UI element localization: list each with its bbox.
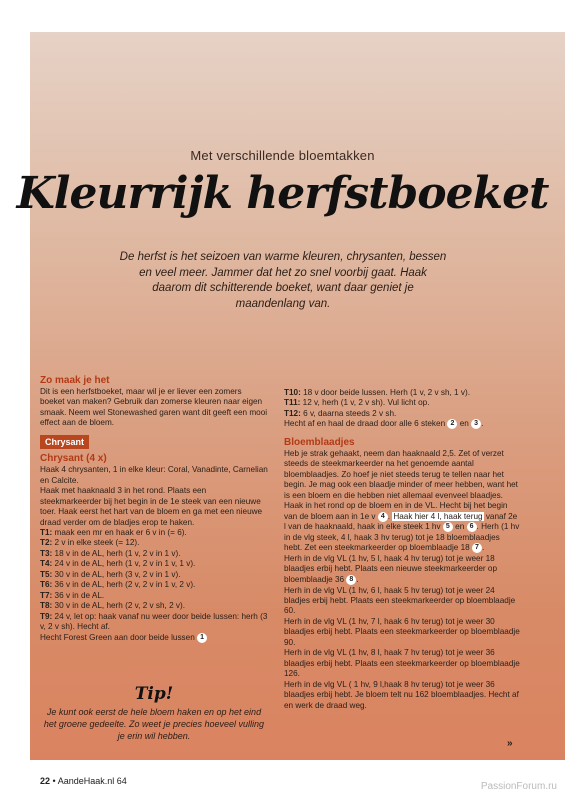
row-instruction: T11: 12 v, herh (1 v, 2 v sh). Vul licht op. xyxy=(284,398,430,408)
tip-heading: Tip! xyxy=(134,684,174,704)
row-instruction: T7: 36 v in de AL. xyxy=(40,590,105,600)
row-instruction: T5: 30 v in de AL, herh (3 v, 2 v in 1 v). xyxy=(40,569,181,579)
footer-bullet: • xyxy=(52,776,56,786)
row-instruction: T8: 30 v in de AL, herh (2 v, 2 v sh, 2 v). xyxy=(40,601,186,611)
paragraph: Heb je strak gehaakt, neem dan haaknaald 2,5. Zet of verzet steeds de steekmarkeerder na het genoemde aantal bloemblaadjes. Zo hoef je niet steeds terug te tellen naar het begin. Je mag ook een blaadje minder of meer hebben, want het is een bloem en die hebben niet allemaal evenveel blaadjes. xyxy=(284,448,518,500)
step-number-badge: 1 xyxy=(197,633,207,643)
section-heading: Bloemblaadjes xyxy=(284,436,355,448)
step-number-badge: 7 xyxy=(472,543,482,553)
paragraph: Hecht af en haal de draad door alle 6 steken 2 en 3 . xyxy=(284,419,484,429)
step-number-badge: 8 xyxy=(346,575,356,585)
paragraph: Herh in de vlg VL ( 1 hv, 9 l,haak 8 hv terug) tot je weer 36 blaadjes erbij hebt. Je bloem telt nu 162 bloemblaadjes. Hecht af en werk de draad weg. xyxy=(284,679,519,710)
paragraph: Herh in de vlg VL (1 hv, 5 l, haak 4 hv terug) tot je weer 18 blaadjes erbij hebt. Plaats een nieuwe steekmarkeerder op bloemblaadje 36 8 . xyxy=(284,554,498,585)
paragraph: Hecht Forest Green aan door beide lussen 1 xyxy=(40,633,268,644)
paragraph: Haak met haaknaald 3 in het rond. Plaats een steekmarkeerder bij het begin in de 1e steek van een nieuwe toer. Haak eerst het hart van de bloem en ga met een nieuwe draad verder om de bladjes erop te haken. xyxy=(40,486,263,527)
highlighted-text: Haak hier 4 l, haak terug xyxy=(393,511,483,521)
watermark: PassionForum.ru xyxy=(480,781,557,792)
paragraph: Herh in de vlg VL (1 hv, 6 l, haak 5 hv terug) tot je weer 24 bladjes erbij hebt. Plaats een steekmarkeerder op bloemblaadje 60. xyxy=(284,585,516,616)
page-subtitle: Met verschillende bloemtakken xyxy=(190,148,375,163)
row-instruction: T1: maak een mr en haak er 6 v in (= 6). xyxy=(40,527,187,537)
step-number-badge: 4 xyxy=(378,512,388,522)
row-instruction: T6: 36 v in de AL, herh (2 v, 2 v in 1 v, 2 v). xyxy=(40,580,196,590)
paragraph: Herh in de vlg VL (1 hv, 7 l, haak 6 hv terug) tot je weer 30 blaadjes erbij hebt. Plaats een steekmarkeerder op bloemblaadje 90. xyxy=(284,616,520,647)
subsection-heading: Chrysant (4 x) xyxy=(40,453,107,465)
page-title: Kleurrijk herfstboeket xyxy=(16,168,549,219)
continue-arrow-icon: » xyxy=(507,738,513,749)
paragraph: Haak in het rond op de bloem en in de VL. Hecht bij het begin van de bloem aan in 1e v 4 . Haak hier 4 l, haak terug vanaf 2e l van de haaknaald, haak in elke steek 1 hv 5 en 6 . Herh (1 hv in de vlg steek, 4 l, haak 3 hv terug) tot je 18 bloemblaadjes hebt. Zet een steekmarkeerder op bloemblaadje 18 7 . xyxy=(284,501,520,553)
page-number: 22 xyxy=(40,776,51,786)
step-number-badge: 3 xyxy=(471,419,481,429)
right-column xyxy=(284,388,520,711)
row-instruction: T3: 18 v in de AL, herh (1 v, 2 v in 1 v). xyxy=(40,548,181,558)
row-instruction: T10: 18 v door beide lussen. Herh (1 v, 2 v sh, 1 v). xyxy=(284,388,470,397)
magazine-name: AandeHaak.nl 64 xyxy=(57,776,127,786)
row-instruction: T4: 24 v in de AL, herh (1 v, 2 v in 1 v, 1 v). xyxy=(40,559,196,569)
intro-paragraph: Dit is een herfstboeket, maar wil je er liever een zomers boeket van maken? Gebruik dan zomerse kleuren naar eigen smaak. Neem wel Stonewashed garen want dit geeft een mooi effect aan de bloem. xyxy=(40,387,268,428)
row-instruction: T9: 24 v, let op: haak vanaf nu weer door beide lussen: herh (3 v, 2 v sh). Hecht af. xyxy=(40,611,268,632)
page-footer xyxy=(40,776,127,786)
section-tag: Chrysant xyxy=(40,435,89,449)
section-heading: Zo maak je het xyxy=(40,375,110,386)
step-number-badge: 6 xyxy=(467,522,477,532)
step-number-badge: 2 xyxy=(447,419,457,429)
row-instruction: T2: 2 v in elke steek (= 12). xyxy=(40,538,140,548)
paragraph: Herh in de vlg VL (1 hv, 8 l, haak 7 hv terug) tot je weer 36 blaadjes erbij hebt. Plaats een steekmarkeerder op bloemblaadje 126. xyxy=(284,648,520,679)
row-instruction: T12: 6 v, daarna steeds 2 v sh. xyxy=(284,408,397,418)
left-column xyxy=(40,374,268,643)
tip-text: Je kunt ook eerst de hele bloem haken en op het eind het groene gedeelte. Zo weet je precies hoeveel vulling je erin wil hebben. xyxy=(43,707,265,741)
step-number-badge: 5 xyxy=(443,522,453,532)
intro-text: De herfst is het seizoen van warme kleuren, chrysanten, bessen en veel meer. Jammer dat het zo snel voorbij gaat. Haak daarom dit schitterende boeket, want daar geniet je maandenlang van. xyxy=(119,251,447,310)
paragraph: Haak 4 chrysanten, 1 in elke kleur: Coral, Vanadinte, Carnelian en Calcite. xyxy=(40,465,268,485)
